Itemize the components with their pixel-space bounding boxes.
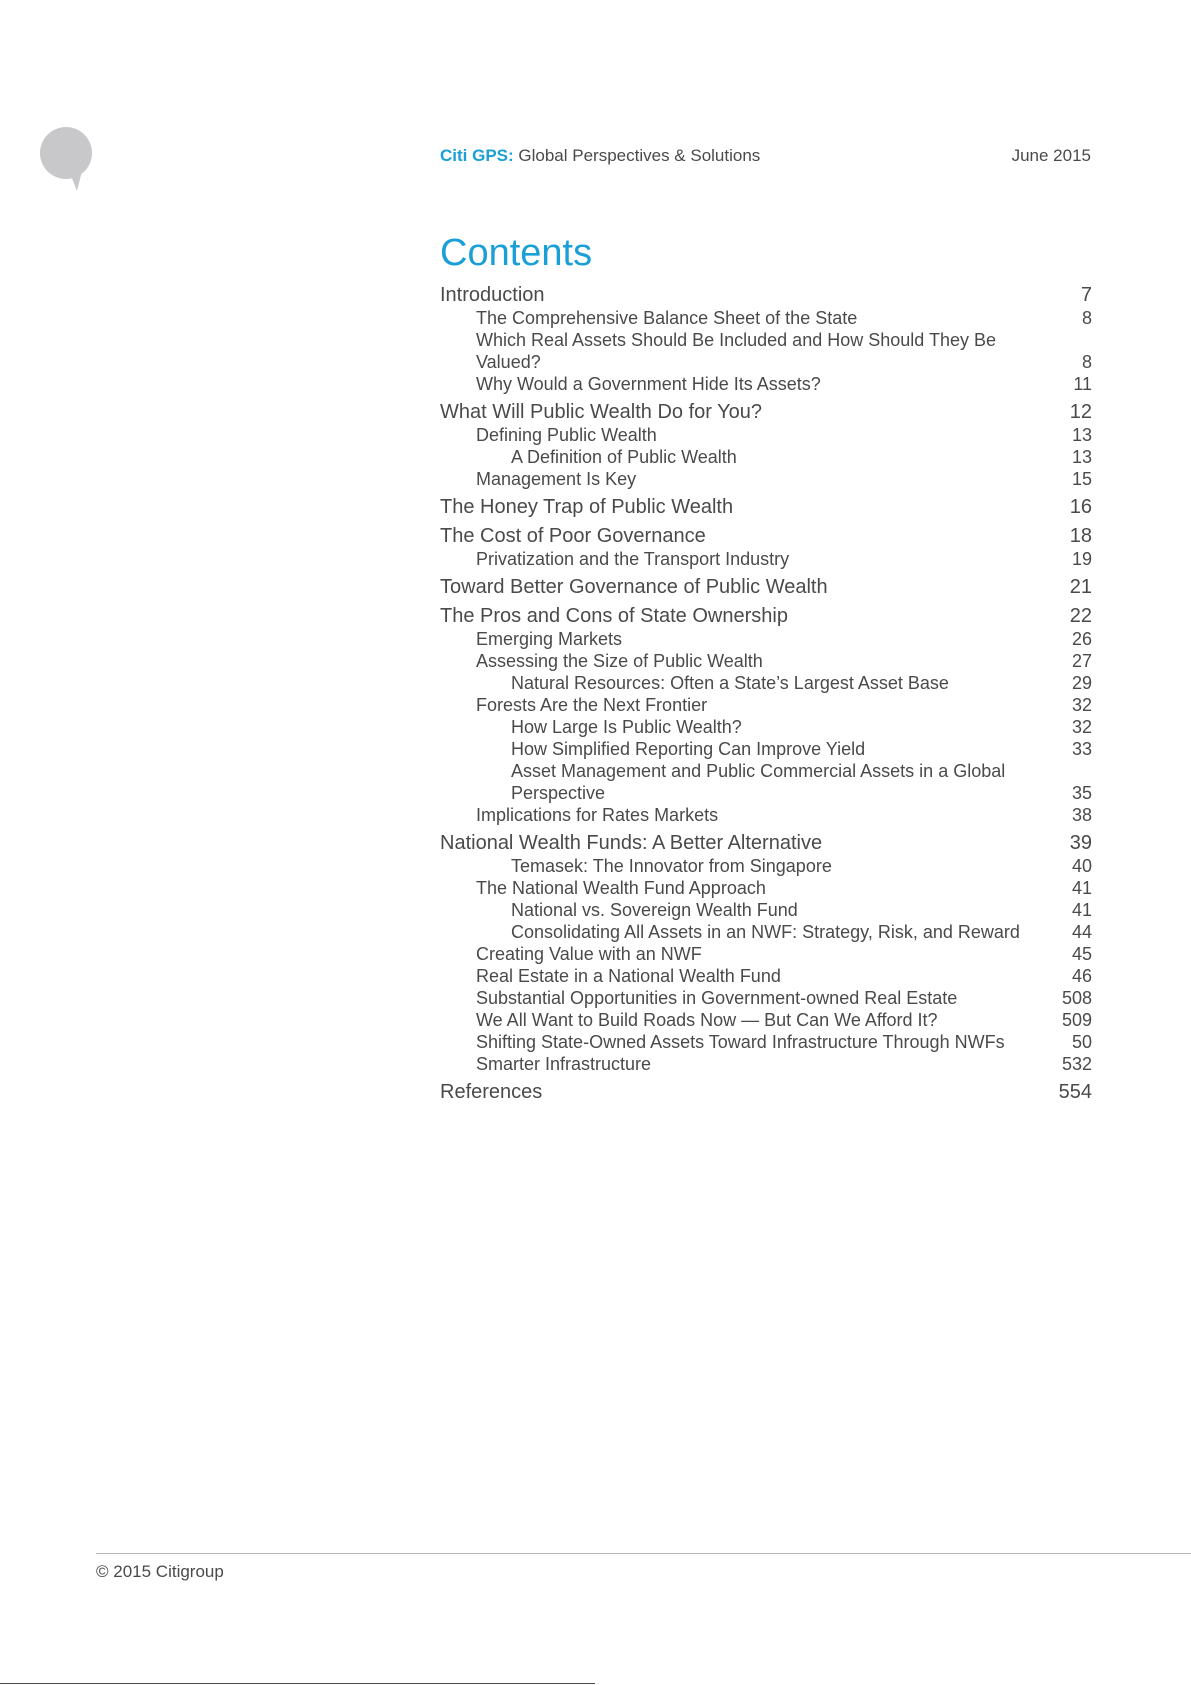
toc-entry-title: Which Real Assets Should Be Included and How Should They Be Valued? [476, 330, 996, 372]
toc-entry[interactable] [440, 650, 1092, 672]
running-header [440, 146, 1091, 168]
toc-entry[interactable] [440, 495, 1092, 519]
toc-entry-title: Emerging Markets [476, 629, 623, 649]
toc-entry-page: 41 [1071, 900, 1092, 920]
toc-entry[interactable] [440, 804, 1092, 826]
toc-entry-page: 8 [1081, 352, 1092, 372]
toc-entry-page: 45 [1071, 944, 1092, 964]
toc-entry-title: A Definition of Public Wealth [511, 447, 737, 467]
toc-entry-page: 26 [1071, 629, 1092, 649]
toc-entry[interactable] [440, 604, 1092, 628]
toc-entry-title: References [440, 1081, 543, 1103]
toc-entry-title: We All Want to Build Roads Now — But Can We Afford It? [476, 1010, 938, 1030]
toc-entry-page: 33 [1071, 739, 1092, 759]
toc-entry-title: Smarter Infrastructure [476, 1054, 652, 1074]
toc-entry[interactable] [440, 831, 1092, 855]
brand-name: Citi GPS: [440, 146, 514, 165]
toc-entry[interactable] [440, 672, 1092, 694]
toc-entry-page: 15 [1071, 469, 1092, 489]
toc-entry-page: 21 [1069, 576, 1092, 598]
toc-entry[interactable] [440, 760, 1092, 804]
toc-entry-title: Management Is Key [476, 469, 637, 489]
toc-entry-title: Real Estate in a National Wealth Fund [476, 966, 781, 986]
toc-entry[interactable] [440, 738, 1092, 760]
toc-entry-page: 32 [1071, 695, 1092, 715]
toc-entry-page: 18 [1069, 525, 1092, 547]
toc-entry-page: 41 [1071, 878, 1092, 898]
toc-entry-title: Introduction [440, 284, 545, 306]
toc-entry-page: 508 [1061, 988, 1092, 1008]
page-title: Contents [440, 232, 593, 274]
toc-entry-page: 12 [1069, 401, 1092, 423]
toc-entry-title: National vs. Sovereign Wealth Fund [511, 900, 798, 920]
toc-entry-page: 532 [1061, 1054, 1092, 1074]
toc-entry[interactable] [440, 1080, 1092, 1104]
toc-entry-title: How Simplified Reporting Can Improve Yield [511, 739, 866, 759]
copyright-notice: © 2015 Citigroup [96, 1562, 224, 1581]
toc-entry-page: 32 [1071, 717, 1092, 737]
toc-entry-title: The Pros and Cons of State Ownership [440, 605, 788, 627]
toc-entry-page: 8 [1081, 308, 1092, 328]
toc-entry-page: 29 [1071, 673, 1092, 693]
speech-bubble-logo-icon [40, 127, 94, 193]
toc-entry[interactable] [440, 373, 1092, 395]
toc-entry-title: Temasek: The Innovator from Singapore [511, 856, 832, 876]
toc-entry[interactable] [440, 965, 1092, 987]
toc-entry-title: Shifting State-Owned Assets Toward Infrastructure Through NWFs [476, 1032, 1005, 1052]
toc-entry-title: The National Wealth Fund Approach [476, 878, 766, 898]
toc-entry-title: What Will Public Wealth Do for You? [440, 401, 763, 423]
toc-entry-title: Asset Management and Public Commercial Assets in a Global Perspective [511, 761, 1006, 803]
toc-entry-title: Substantial Opportunities in Government-owned Real Estate [476, 988, 958, 1008]
toc-entry[interactable] [440, 628, 1092, 650]
toc-entry-title: National Wealth Funds: A Better Alternative [440, 832, 823, 854]
toc-entry-title: Natural Resources: Often a State’s Largest Asset Base [511, 673, 949, 693]
toc-entry-title: Creating Value with an NWF [476, 944, 702, 964]
toc-entry[interactable] [440, 400, 1092, 424]
toc-entry-page: 27 [1071, 651, 1092, 671]
toc-entry[interactable] [440, 877, 1092, 899]
toc-entry-page: 35 [1071, 783, 1092, 803]
toc-entry[interactable] [440, 329, 1092, 373]
toc-entry-page: 13 [1071, 447, 1092, 467]
toc-entry-title: Assessing the Size of Public Wealth [476, 651, 763, 671]
toc-entry-page: 13 [1071, 425, 1092, 445]
toc-entry[interactable] [440, 1009, 1092, 1031]
header-date: June 2015 [1011, 146, 1091, 165]
toc-entry[interactable] [440, 921, 1092, 943]
toc-entry[interactable] [440, 899, 1092, 921]
toc-entry[interactable] [440, 943, 1092, 965]
toc-entry-title: Consolidating All Assets in an NWF: Strategy, Risk, and Reward [511, 922, 1020, 942]
toc-entry[interactable] [440, 1053, 1092, 1075]
toc-entry[interactable] [440, 716, 1092, 738]
toc-entry[interactable] [440, 548, 1092, 570]
toc-entry[interactable] [440, 855, 1092, 877]
toc-entry-page: 40 [1071, 856, 1092, 876]
toc-entry-title: Why Would a Government Hide Its Assets? [476, 374, 821, 394]
toc-entry[interactable] [440, 1031, 1092, 1053]
toc-entry-title: How Large Is Public Wealth? [511, 717, 742, 737]
table-of-contents [440, 283, 1092, 1104]
toc-entry-page: 50 [1071, 1032, 1092, 1052]
toc-entry-title: The Honey Trap of Public Wealth [440, 496, 734, 518]
toc-entry-page: 509 [1061, 1010, 1092, 1030]
toc-entry[interactable] [440, 446, 1092, 468]
toc-entry-page: 16 [1069, 496, 1092, 518]
toc-entry-page: 46 [1071, 966, 1092, 986]
toc-entry-title: The Comprehensive Balance Sheet of the State [476, 308, 858, 328]
header-subtitle: Global Perspectives & Solutions [513, 146, 761, 165]
toc-entry-title: The Cost of Poor Governance [440, 525, 706, 547]
toc-entry-page: 22 [1069, 605, 1092, 627]
toc-entry-title: Toward Better Governance of Public Wealth [440, 576, 828, 598]
toc-entry[interactable] [440, 307, 1092, 329]
toc-entry-page: 11 [1073, 374, 1092, 394]
toc-entry-page: 44 [1071, 922, 1092, 942]
toc-entry[interactable] [440, 424, 1092, 446]
toc-entry[interactable] [440, 575, 1092, 599]
toc-entry-title: Defining Public Wealth [476, 425, 657, 445]
toc-entry[interactable] [440, 468, 1092, 490]
toc-entry-title: Privatization and the Transport Industry [476, 549, 790, 569]
page-bottom-rule [0, 1683, 595, 1684]
toc-entry-title: Forests Are the Next Frontier [476, 695, 708, 715]
toc-entry-page: 554 [1058, 1081, 1092, 1103]
footer-divider [96, 1553, 1191, 1554]
toc-entry-title: Implications for Rates Markets [476, 805, 719, 825]
toc-entry-page: 19 [1071, 549, 1092, 569]
toc-entry[interactable] [440, 694, 1092, 716]
toc-entry-page: 7 [1080, 284, 1092, 306]
toc-entry-page: 39 [1069, 832, 1092, 854]
toc-entry[interactable] [440, 283, 1092, 307]
toc-entry[interactable] [440, 524, 1092, 548]
toc-entry-page: 38 [1071, 805, 1092, 825]
toc-entry[interactable] [440, 987, 1092, 1009]
